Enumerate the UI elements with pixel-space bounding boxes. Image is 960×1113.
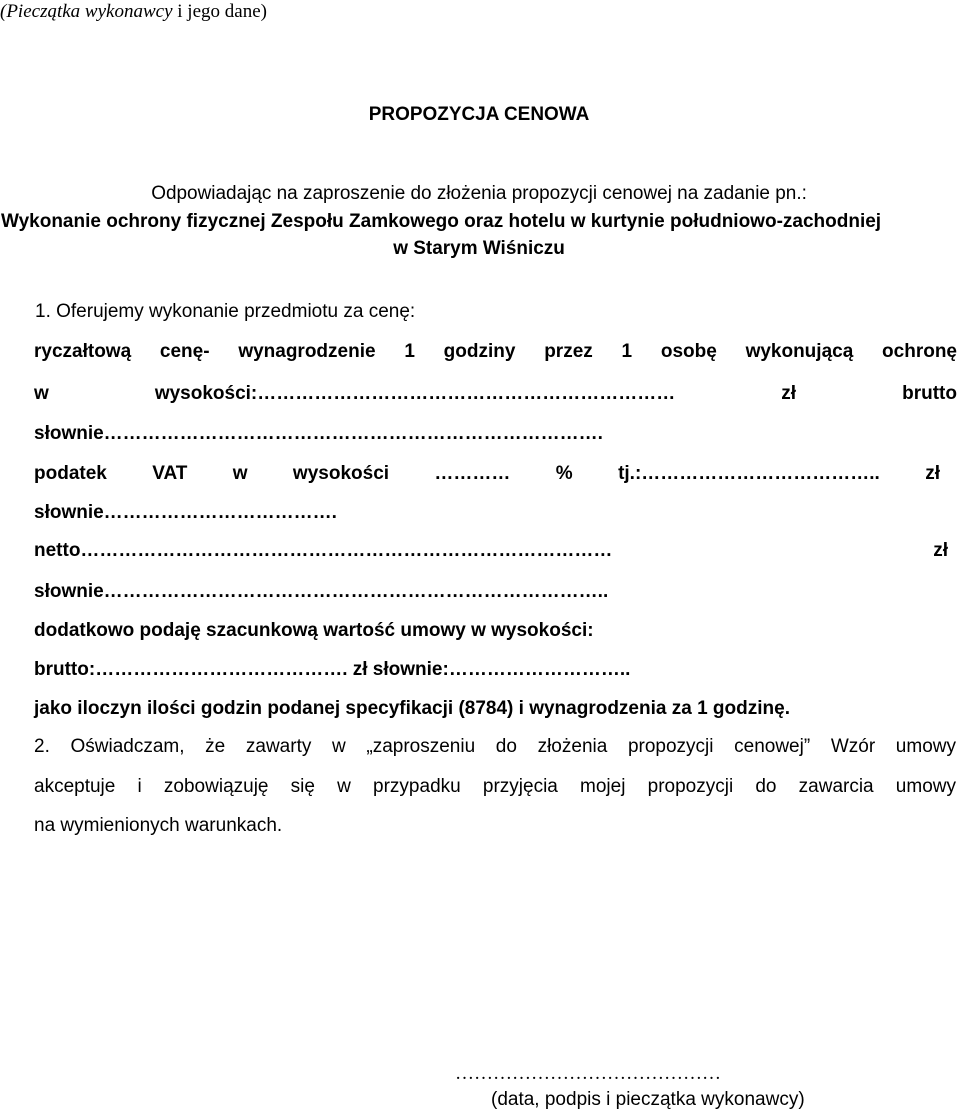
intro-line-3: w Starym Wiśniczu (393, 238, 565, 259)
section1-line-6: netto………………………………………………………………………… zł (34, 540, 948, 561)
section1-heading: 1. Oferujemy wykonanie przedmiotu za cenę: (35, 301, 416, 322)
signature-dots: …………………………………… (455, 1063, 721, 1084)
intro-line-2: Wykonanie ochrony fizycznej Zespołu Zamkowego oraz hotelu w kurtynie południowo-zachodniej (1, 211, 882, 232)
section1-line-3: słownie……………………………………………………………………. (34, 423, 603, 444)
section1-line-2: w wysokości:………………………………………………………… zł brutto (34, 383, 957, 404)
stamp-note (0, 0, 267, 24)
section1-line-10: jako iloczyn ilości godzin podanej specyfikacji (8784) i wynagrodzenia za 1 godzinę. (34, 698, 790, 719)
section1-line-5: słownie………………………………. (34, 502, 337, 523)
section2-line-1: 2. Oświadczam, że zawarty w „zaproszeniu do złożenia propozycji cenowej” Wzór umowy (34, 736, 956, 757)
section1-line-4: podatek VAT w wysokości ………… % tj.:……………………………….. zł (34, 463, 940, 484)
stamp-note-rest: i jego dane) (172, 1, 267, 22)
document-title: PROPOZYCJA CENOWA (368, 104, 590, 125)
section1-line-1: ryczałtową cenę- wynagrodzenie 1 godziny przez 1 osobę wykonującą ochronę (34, 341, 957, 362)
signature-label: (data, podpis i pieczątka wykonawcy) (491, 1089, 805, 1110)
intro-line-1: Odpowiadając na zaproszenie do złożenia propozycji cenowej na zadanie pn.: (151, 183, 807, 204)
section2-line-3: na wymienionych warunkach. (34, 815, 283, 836)
stamp-note-italic: (Pieczątka wykonawcy (0, 1, 173, 22)
section2-line-2: akceptuje i zobowiązuję się w przypadku przyjęcia mojej propozycji do zawarcia umowy (34, 776, 956, 797)
section1-line-7: słownie…………………………………………………………………….. (34, 581, 609, 602)
section1-line-8: dodatkowo podaję szacunkową wartość umowy w wysokości: (34, 620, 594, 641)
section1-line-9: brutto:…………………………………. zł słownie:……………………….. (34, 659, 631, 680)
